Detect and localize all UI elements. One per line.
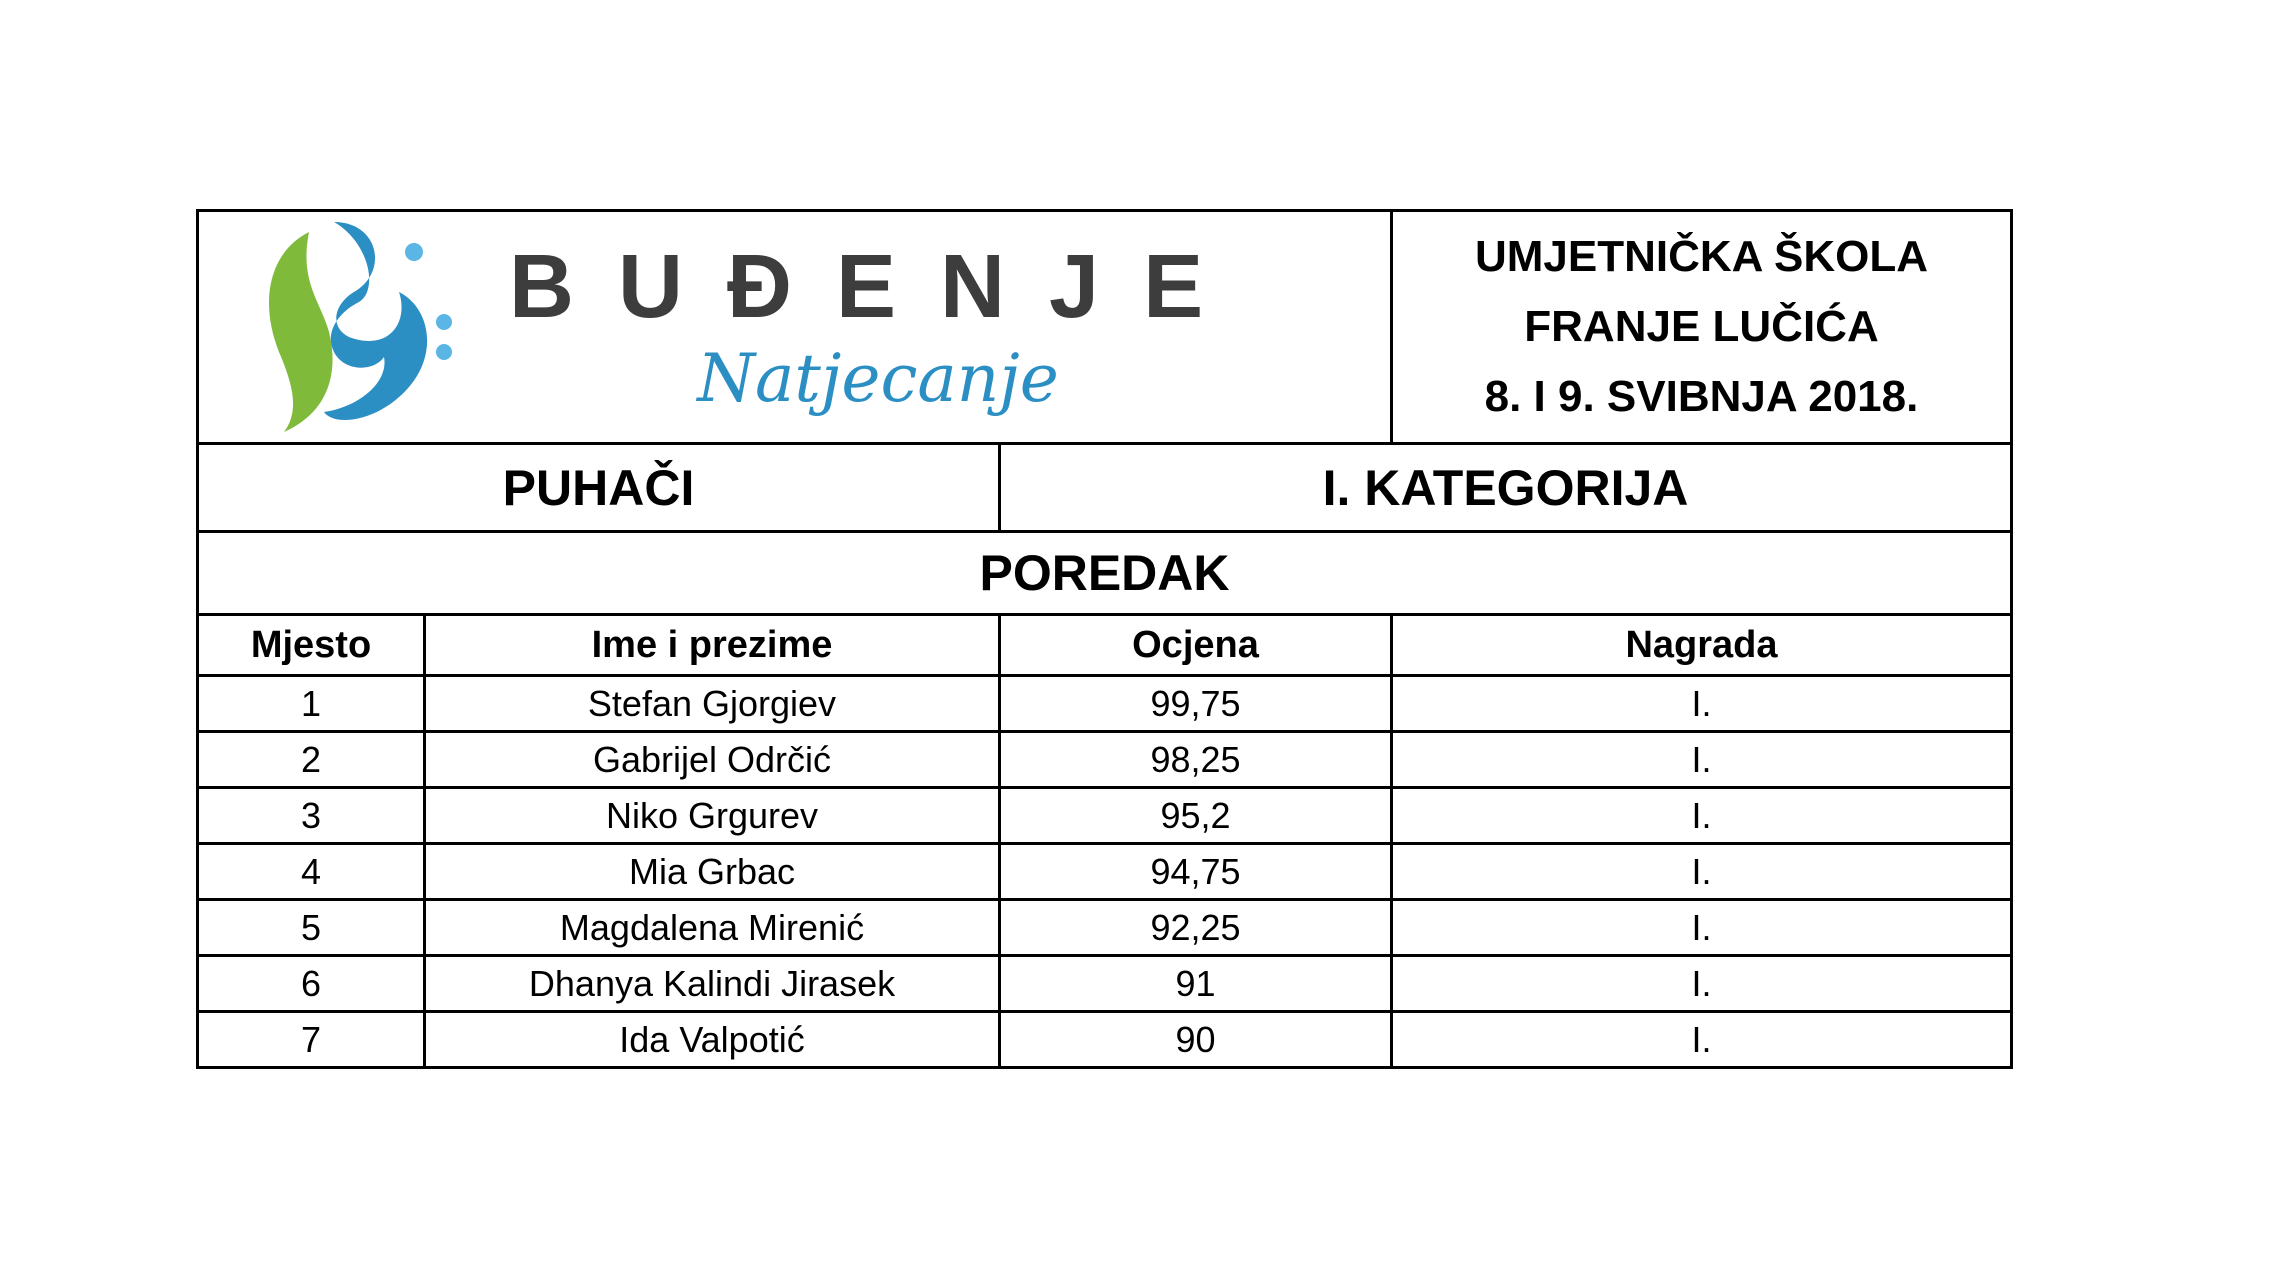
score-cell: 95,2	[1000, 788, 1392, 844]
award-cell: I.	[1392, 1012, 2012, 1068]
name-cell: Stefan Gjorgiev	[425, 676, 1000, 732]
name-cell: Mia Grbac	[425, 844, 1000, 900]
place-cell: 3	[198, 788, 425, 844]
place-cell: 4	[198, 844, 425, 900]
award-cell: I.	[1392, 900, 2012, 956]
event-dates: 8. I 9. SVIBNJA 2018.	[1484, 372, 1919, 421]
score-cell: 90	[1000, 1012, 1392, 1068]
results-sheet	[196, 209, 2010, 1069]
header-row	[198, 211, 2012, 444]
column-header: Mjesto	[198, 615, 425, 676]
school-line-1: UMJETNIČKA ŠKOLA	[1474, 232, 1929, 281]
place-cell: 6	[198, 956, 425, 1012]
table-row	[198, 732, 2012, 788]
place-cell: 1	[198, 676, 425, 732]
name-cell: Dhanya Kalindi Jirasek	[425, 956, 1000, 1012]
column-header: Nagrada	[1392, 615, 2012, 676]
logo-cell	[198, 211, 1392, 444]
column-header: Ime i prezime	[425, 615, 1000, 676]
name-cell: Magdalena Mirenić	[425, 900, 1000, 956]
name-cell: Gabrijel Odrčić	[425, 732, 1000, 788]
table-row	[198, 1012, 2012, 1068]
score-cell: 92,25	[1000, 900, 1392, 956]
score-cell: 98,25	[1000, 732, 1392, 788]
table-row	[198, 788, 2012, 844]
table-row	[198, 676, 2012, 732]
results-table	[196, 209, 2013, 1069]
school-line-2: FRANJE LUČIĆA	[1524, 302, 1879, 351]
treble-bass-clef-logo-icon	[239, 212, 469, 442]
brand-title: BUĐENJE	[509, 237, 1248, 337]
score-cell: 91	[1000, 956, 1392, 1012]
score-cell: 99,75	[1000, 676, 1392, 732]
title-row	[198, 532, 2012, 615]
brand-subtitle: Natjecanje	[697, 340, 1059, 417]
school-info	[1392, 211, 2012, 444]
name-cell: Niko Grgurev	[425, 788, 1000, 844]
table-row	[198, 900, 2012, 956]
table-row	[198, 956, 2012, 1012]
award-cell: I.	[1392, 732, 2012, 788]
score-cell: 94,75	[1000, 844, 1392, 900]
place-cell: 2	[198, 732, 425, 788]
category-label: I. KATEGORIJA	[1000, 444, 2012, 532]
ranking-title: POREDAK	[198, 532, 2012, 615]
award-cell: I.	[1392, 676, 2012, 732]
name-cell: Ida Valpotić	[425, 1012, 1000, 1068]
column-header: Ocjena	[1000, 615, 1392, 676]
column-header-row	[198, 615, 2012, 676]
award-cell: I.	[1392, 788, 2012, 844]
award-cell: I.	[1392, 956, 2012, 1012]
place-cell: 7	[198, 1012, 425, 1068]
section-label: PUHAČI	[198, 444, 1000, 532]
award-cell: I.	[1392, 844, 2012, 900]
table-row	[198, 844, 2012, 900]
place-cell: 5	[198, 900, 425, 956]
category-row	[198, 444, 2012, 532]
